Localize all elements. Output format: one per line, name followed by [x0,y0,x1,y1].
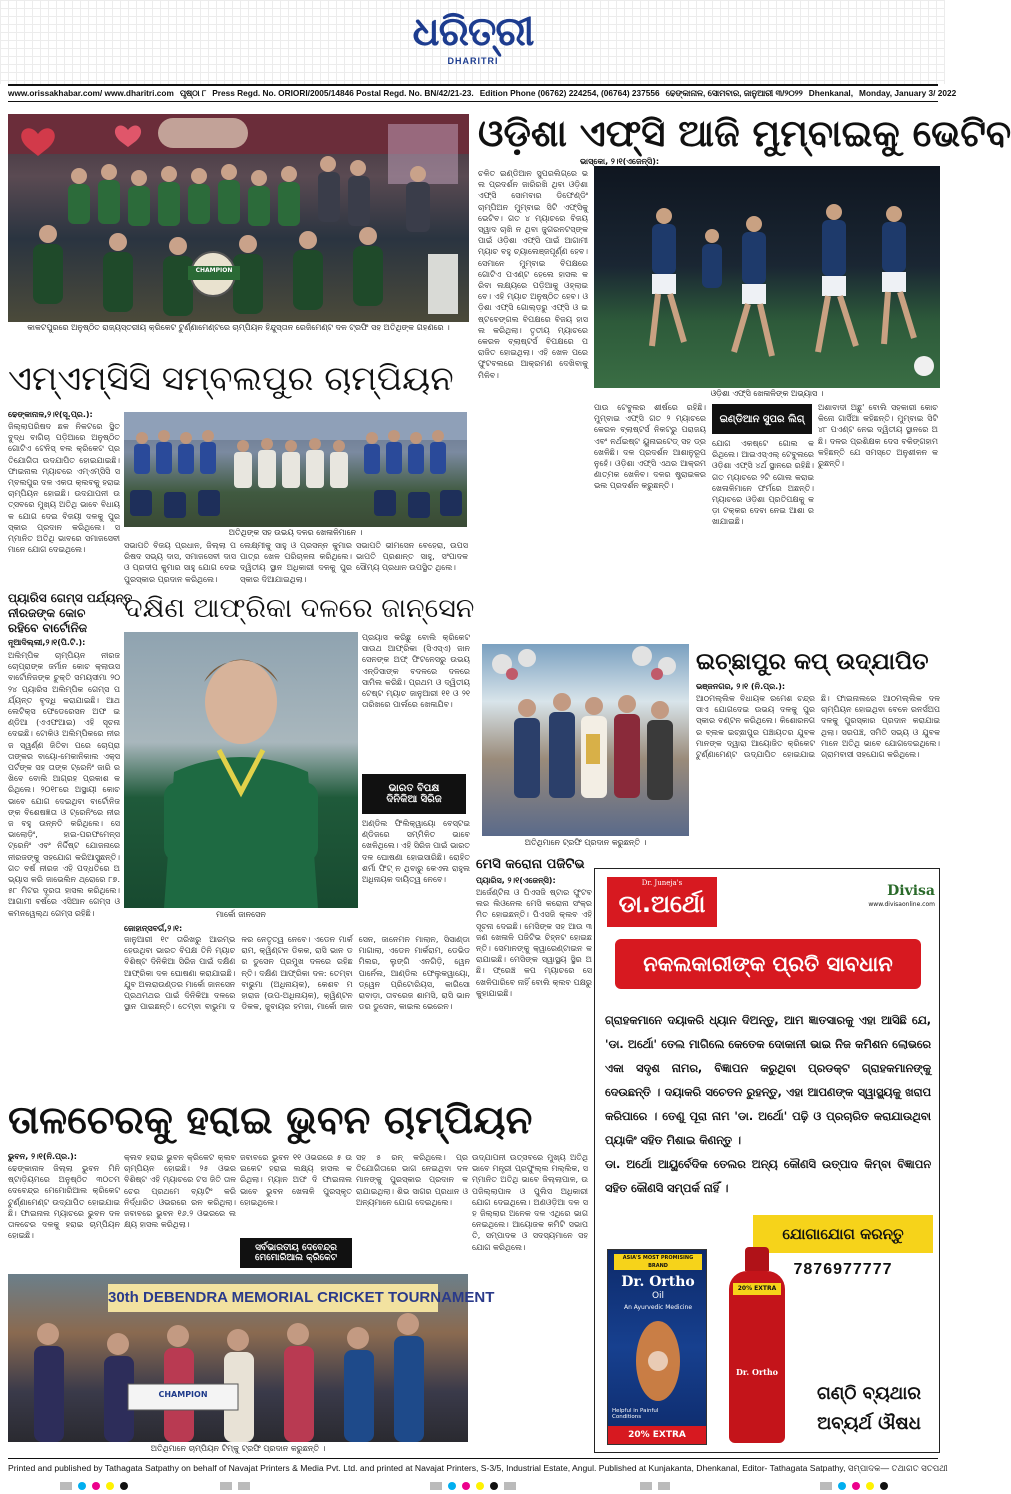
dateline-jansen: ଜୋହାନ୍ସବର୍ଗ,୨।୧: [124,924,183,933]
headline-jansen[interactable]: ଦକ୍ଷିଣ ଆଫ୍ରିକା ଦଳରେ ଜାନ୍‌ସେନ [124,593,475,624]
article-column-odisha-fc-b: ଯୋଗ ଏକଷ୍ଟେ ଗୋଲ କରିଥିଲେ। ଆଇଏସ୍‌ଏଲ୍ ଟେବୁଲରେ ଓଡ଼ିଶା ଏଫ୍‌ସି ୪ର୍ଥ ସ୍ଥାନରେ ରହିଛି। ଗତ ମ୍ୟାଚରେ ୨ଟି ଗୋଲ କରାଇ ଖେଳାଳିମାନେ ଫର୍ମରେ ଅଛନ୍ତି। ମ୍ୟାଚରେ ଓଡ଼ିଶା ପ୍ରତିପକ୍ଷକୁ କଡ଼ା ଟକ୍କର ଦେବା ନେଇ ଆଶା ରଖାଯାଇଛି। [712,439,814,527]
article-body-jansen: ଜାନୁଆରୀ ୧୯ ତାରିଖରୁ ଆରମ୍ଭ ହେଉଥିବା ଭାରତ ବିପକ୍ଷ ତିନି ମ୍ୟାଚ ବିଶିଷ୍ଟ ଦିନିକିଆ ସିରିଜ ପାଇଁ ଦକ୍ଷିଣ ଆଫ୍ରିକା ଦଳ ଘୋଷଣା କରାଯାଇଛି। ଯୁବ ଅଲରାଉଣ୍ଡର ମାର୍କୋ ଜାନସେନ ପ୍ରଥମଥର ପାଇଁ ଦିନିକିଆ ଦଳରେ ସ୍ଥାନ ପାଇଛନ୍ତି। ତେମ୍ବା ବାଭୁମା ଦଳର ନେତୃତ୍ୱ ନେବେ। ଏଡେନ ମାର୍କରାମ, କ୍ୱିଣ୍ଟନ ଡିକକ, ରାସି ଭାନ ଡର ଡୁସେନ ପ୍ରମୁଖ ଦଳରେ ରହିଛନ୍ତି। ଦକ୍ଷିଣ ଆଫ୍ରିକା ଦଳ: ତେମ୍ବା ବାଭୁମା (ଅଧିନାୟକ), କେଶବ ମହାରାଜ (ଉପ-ଅଧିନାୟକ), କ୍ୱିଣ୍ଟନ ଡିକକ, ଜୁବାୟର ହମଜା, ମାର୍କୋ ଜାନସେନ, ଜାନେମନ ମାଲାନ, ସିସାଣ୍ଡା ମାଗାଲା, ଏଡେନ ମାର୍କରାମ, ଡେଭିଡ ମିଲର, ଲୁଙ୍ଗି ଏନଗିଡ଼ି, ୱେନ ପାର୍ନେଲ, ଆଣ୍ଡିଲ ଫେଲୁକୱାୟୋ, ଡ୍ୱେନ ପ୍ରିଟୋରିୟସ, କାଗିସୋ ରାବାଡ଼ା, ତାବରେଜ ଶାମସି, ରାସି ଭାନ ଡର ଡୁସେନ, କାଇଲ ଭେରେନ। [124,935,470,1012]
ad-body-2: ଡା. ଅର୍ଥୋ ଆୟୁର୍ବେଦିକ ତେଲର ଅନ୍ୟ କୌଣସି ଉତ୍ପାଦ କିମ୍ବା ବିଜ୍ଞାପନ ସହିତ କୌଣସି ସମ୍ପର୍କ ନାହିଁ । [605,1158,931,1195]
headline-neeraj-coach-1[interactable]: ପ୍ୟାରିସ ଗେମ୍ସ ପର୍ଯ୍ୟନ୍ତ [8,591,133,605]
ad-brand-name: ଡା.ଅର୍ଥୋ [618,890,706,918]
registration-marks-center [430,1481,516,1490]
headline-odisha-fc[interactable]: ଓଡ଼ିଶା ଏଫ୍‌ସି ଆଜି ମୁମ୍ବାଇକୁ ଭେଟିବ [478,112,1011,155]
footer-imprint: Printed and published by Tathagata Satpathy on behalf of Navajat Printers & Media Pvt. Ltd. and printed at Navajat Printers, S-3/5, Industrial Estate, Angul. Published at Kunjakanta, Dhenkanal, Editor- Tathagata Satpathy, ସମ୍ପାଦକ— ତଥାଗତ ସତପଥୀ [8,1463,948,1473]
english-date: Monday, January 3/ 2022 [859,88,957,98]
article-body-odisha-fc: ଚଳିତ ଇଣ୍ଡିଆନ ସୁପରଲିଗ୍‌ରେ ଭଲ ପ୍ରଦର୍ଶନ ଜାରିରଖି ଥିବା ଓଡ଼ିଶା ଏଫ୍‌ସି ସୋମବାର ଡିଫେଣ୍ଡିଂ ଚାମ୍ପିଅନ ମୁମ୍ବାଇ ସିଟି ଏଫ୍‌ସିକୁ ଭେଟିବ। ଗତ ୪ ମ୍ୟାଚରେ ବିଜୟ ସ୍ୱାଦ ଚାଖି ନ ଥିବା ଜୁଗରନଟସ୍‌ଙ୍କ ପାଇଁ ଓଡ଼ିଶା ଏଫ୍‌ସି ପାଇଁ ଆଗାମୀ ମ୍ୟାଚ ବହୁ ଚ୍ୟାଲେଞ୍ଜପୂର୍ଣ୍ଣ ହେବ। ସେମାନେ ମୁମ୍ବାଇ ବିପକ୍ଷରେ ଗୋଟିଏ ପଏଣ୍ଟ ହେଲେ ହାସଲ କରିବା ଲକ୍ଷ୍ୟରେ ପଡ଼ିଆକୁ ଓହ୍ଲାଇବେ। ଏହି ମ୍ୟାଚ ଅନୁଷ୍ଠିତ ହେବ। ଓଡ଼ିଶା ଏଫ୍‌ସି ଗୋଲ୍ଡ଼ରୁ ଏଫ୍‌ସି ଓ ଇଷ୍ଟବେଙ୍ଗଲ ବିପକ୍ଷରେ ବିଜୟ ହାସଲ କରିଥିଲା। ତୃତୀୟ ମ୍ୟାଚରେ କେରଳ ବ୍ଲାଷ୍ଟର୍ସ ବିପକ୍ଷରେ ପରାଜିତ ହୋଇଥିଲା। ଏହି ଖେଳ ପରେ ଫୁଟବଲରେ ଆକ୍ରମଣ ଦେଖିବାକୁ ମିଳିବ। [478,169,588,380]
press-registration: Press Regd. No. ORIORI/2005/14846 Postal Regd. No. BN/42/21-23. [212,88,474,98]
headline-bhuban-champion[interactable]: ତାଳଚେରକୁ ହରାଇ ଭୁବନ ଚାମ୍ପିୟନ [8,1098,533,1143]
page-number: ପୃଷ୍ଠା ୮ [179,87,207,98]
odisha-fc-practice-photo [594,166,940,388]
trophy-ceremony-illustration [482,644,689,836]
dateline-mmcc: ଢେଙ୍କାନାଳ,୨।୧(ସୂ.ପ୍ର.): [8,410,93,419]
bottle-cap [745,1247,769,1271]
ad-warning-text: ନକଲକାରୀଙ୍କ ପ୍ରତି ସାବଧାନ [643,951,893,976]
product-box-oil: Oil [651,1291,665,1301]
article-column-odisha-fc-a: ପାଉ ଟେବୁଲର ଶୀର୍ଷରେ ରହିଛି। ମୁମ୍ବାଇ ଏଫ୍‌ସି ଗତ ୨ ମ୍ୟାଚରେ କେରଳ ବ୍ଲାଷ୍ଟର୍ସ ନିକଟରୁ ପରାଜୟ ଏବଂ ନର୍ଥଇଷ୍ଟ ୟୁନାଇଟେଡ୍ ସହ ଡ୍ର ଖେଳିଛି। ଦଳ ପ୍ରଦର୍ଶନ ଆଶାନୁରୂପ ନୁହେଁ। ଓଡ଼ିଶା ଏଫ୍‌ସି ଏଥର ଆକ୍ରମଣାତ୍ମକ ଖେଳିବ। ଦଳର ଷ୍ଟ୍ରାଇକର ଭଲ ପ୍ରଦର୍ଶନ କରୁଛନ୍ତି। [594,403,706,491]
cricketer-illustration [124,632,358,908]
dateline-messi: ପ୍ୟାରିସ, ୨।୧(ଏଜେନ୍ସି): [476,876,556,885]
article-column-bhuban-a: କ୍ଲବ ହରାଇ ଭୁବନ କ୍ରିକେଟ କ୍ଲବ ଚାମ୍ପିୟନ ହୋଇଛି। ୨୫ ଓଭରବିଶିଷ୍ଟ ଏହି ମ୍ୟାଚରେ ଟସ ଜିତି ତାଳଚେର ପ୍ରଥମେ ବ୍ୟାଟିଂ କରି ନିର୍ଦ୍ଧାରିତ ଓଭରରେ ରନ କରିଥିଲା। ଜବାବରେ ଭୁବନ ୧୬.୨ ଓଭରରେ ଲକ୍ଷ୍ୟ ହାସଲ କରିଥିଲା। [124,1153,236,1230]
product-box-top-badge: ASIA'S MOST PROMISING BRAND [614,1254,702,1270]
trophy-text: CHAMPION [195,267,233,274]
cheque-text: CHAMPION [158,1390,208,1399]
city: Dhenkanal, [808,88,854,98]
odia-date: ଢେଙ୍କାନାଳ, ସୋମବାର, ଜାନୁଆରୀ ୩/୨୦୨୨ [665,87,803,98]
article-column-bhuban-d: ଉଦ୍ଯାପନୀ ଉତ୍ସବରେ ମୁଖ୍ୟ ଅତିଥି ଭାବେ ମନ୍ତ୍ରୀ ପ୍ରଫୁଲ୍ଲ ମଲ୍ଲିକ, ସମ୍ମାନିତ ଅତିଥି ଭାବେ ଜିଲ୍ଲାପାଳ, ଉପଜିଲ୍ଲାପାଳ ଓ ପୁଲିସ ଅଧିକାରୀ ଯୋଗ ଦେଇଥିଲେ। ଅଣଓଡ଼ିଆ ଦଳ ସହ ଜିଲ୍ଲାର ଅନେକ ଦଳ ଏଥିରେ ଭାଗ ନେଇଥିଲେ। ଆୟୋଜକ କମିଟି ସଭାପତି, ସମ୍ପାଦକ ଓ ସଦସ୍ୟମାନେ ସହଯୋଗ କରିଥିଲେ। [472,1153,588,1252]
product-box-name: Dr. Ortho [621,1274,695,1290]
article-column-mmcc-b: ଲେକ୍ଷ୍ମୀକୁ ସାହୁ ଓ ପ୍ରସନ୍ନ କୁମାର ପାତ୍ର ଖେଳ ପରିଚାଳନା କରିଥିଲେ। ଦ୍ୱିତୀୟ ସ୍ଥାନ ଅଧିକାରୀ ଦଳକୁ ପୁରସ୍କାର ଦିଆଯାଇଥିଲା। [240,541,352,584]
subhead-isl-text: ଇଣ୍ଡିଆନ ସୁପର ଲିଗ୍ [719,413,805,425]
photo-caption-jansen: ମାର୍କୋ ଜାନସେନ [216,910,266,919]
subhead-india-series-1: ଭାରତ ବିପକ୍ଷ [388,783,440,794]
photo-caption-odisha-fc: ଓଡ଼ିଶା ଏଫ୍‌ସି ଖେଳାଳିଙ୍କ ଅଭ୍ୟାସ । [710,389,824,398]
bottle-name: Dr. Ortho [735,1367,779,1377]
football-practice-illustration [594,166,940,388]
debendra-memorial-photo [8,1274,495,1442]
dateline-neeraj: ନୂଆଦିଲ୍ଲୀ,୨।୧(ପି.ଟି.): [8,638,86,647]
ad-body: ଗ୍ରାହକମାନେ ଦୟାକରି ଧ୍ୟାନ ଦିଅନ୍ତୁ, ଆମ ଜ୍ଞାତସାରକୁ ଏହା ଆସିଛି ଯେ, 'ଡା. ଅର୍ଥୋ' ତେଲ ମାଗିଲେ କେତେକ ଦୋକାନୀ ଭାଇ ନିଜ କମିଶନ ଲୋଭରେ ଏକା ସଦୃଶ ନାମର, ବିଜ୍ଞାପନ କରୁଥିବା ପ୍ରଡକ୍ଟ ଗ୍ରାହକମାନଙ୍କୁ ଦେଉଛନ୍ତି । ଦୟାକରି ସଚେତନ ରୁହନ୍ତୁ, ଏହା ଆପଣଙ୍କ ସ୍ୱାସ୍ଥ୍ୟକୁ ଖରାପ କରିପାରେ । ତେଣୁ ପୂରା ନାମ 'ଡା. ଅର୍ଥୋ' ପଢ଼ି ଓ ପ୍ରଚାରିତ କରାଯାଉଥିବା ପ୍ୟାକିଂ ସହିତ ମିଶାଇ କିଣନ୍ତୁ । [605,1014,931,1147]
bottle-body [729,1271,785,1443]
dateline-bhuban: ଭୁବନ, ୨।୧(ନି.ପ୍ର.): [8,1152,77,1161]
headline-neeraj-coach-2[interactable]: ନୀରଜଙ୍କ କୋଚ [8,606,86,620]
mmcc-team-photo [124,412,467,527]
subhead-india-series-2: ଦିନିକିଆ ସିରିଜ [386,794,442,805]
photo-caption-bhuban: ଅତିଥିମାନେ ଚାମ୍ପିୟନ ଟିମ୍‌କୁ ଟ୍ରଫି ପ୍ରଦାନ କରୁଛନ୍ତି । [150,1444,326,1453]
article-column-bhuban-c: ସହ ୫ ରନ୍ କରିଥିଲେ। ପ୍ରତିଯୋଗିତାରେ ଭାଗ ନେଇଥିବା ଦଳମାନଙ୍କୁ ପୁରସ୍କାର ପ୍ରଦାନ କରାଯାଇଥିଲା। ଶିଭ ସାଗର ପ୍ରଧାନ ଓ ଅନ୍ୟମାନେ ଯୋଗ ଦେଇଥିଲେ। [356,1153,468,1207]
ad-contact-label: ଯୋଗାଯୋଗ କରନ୍ତୁ [782,1225,904,1243]
cricket-team-illustration [8,114,469,322]
product-box-extra: 20% EXTRA [608,1426,706,1444]
article-column-odisha-fc-c: ଅଶାବାଦୀ ଅଛୁ' ବୋଲି ସହକାରୀ କୋଚ କିନୋ ଗାର୍ସିଆ କହିଛନ୍ତି। ମୁମ୍ବାଇ ସିଟି ୪୮ ପଏଣ୍ଟ ନେଇ ଦ୍ୱିତୀୟ ସ୍ଥାନରେ ଅଛି। ଦଳର ପ୍ରଶିକ୍ଷକ ଦେସ ବକିଙ୍ଗହାମ କହିଛନ୍ତି ଯେ ସମସ୍ତେ ଅନୁଶୀଳନ କରୁଛନ୍ତି। [818,403,938,469]
article-body-jansen-right: ପ୍ରୟାସ କରିଛୁ ବୋଲି କ୍ରିକେଟ ସାଉଥ ଆଫ୍ରିକା (ସିଏସ୍‌ଏ) ଜାନସେନଙ୍କ ଅଫ୍ ଫିଟନେସରୁ ଉଭୟ ଏନ୍‌ଡିସାଙ୍କ ବଦଳରେ ଦଳରେ ସାମିଲ କରିଛି। ପ୍ରଥମ ଓ ଦ୍ୱିତୀୟ ଟେଷ୍ଟ ମ୍ୟାଚ ଜାନୁଆରୀ ୧୧ ଓ ୨୧ ତାରିଖରେ ପାର୍ଲରେ ଖେଳାଯିବ। [362,633,470,710]
dateline-odisha-fc: ଭାସ୍କୋ, ୨।୧(ଏଜେନ୍ସି): [580,157,660,166]
article-column-bhuban-b: ଜବାବରେ ଭୁବନ ୧୧ ଓଭରରେ ୫ ଉଇକେଟ ହରାଇ ଲକ୍ଷ୍ୟ ହାସଲ କରିଥିଲା। ମ୍ୟାନ ଅଫ ଦି ଫାଇନାଲ ଭାବେ ଭୁବନ ଖେଳାଳି ପୁରସ୍କୃତ ହୋଇଥିଲେ। [240,1153,352,1207]
product-bottle [719,1247,795,1443]
ichhapur-cup-photo [482,644,689,836]
dateline-ichhapur: ଭଞ୍ଜନଗର, ୨।୧ (ନି.ପ୍ର.): [696,682,786,691]
article-body-mmcc: ଜିଲ୍ଲାପରିଷଦ ଛକ ନିକଟରେ ସ୍ଥିତ ବୁଦ୍ଧ ବାଗିଚା ପଡ଼ିଆରେ ଅନୁଷ୍ଠିତ ଗୋଟିଏ ଟେନିସ୍ ବଲ କ୍ରିକେଟ ପ୍ରତିଯୋଗିତା ଉଦଯାପିତ ହୋଇଯାଇଛି। ଫାଇନାଲ ମ୍ୟାଚରେ ଏମ୍‌ଏମ୍‌ସିସି ସମ୍ବଲପୁର ଦଳ ଏକତା କ୍ଲବକୁ ହରାଇ ଚାମ୍ପିୟନ ହୋଇଛି। ଉଦଯାପନୀ ଉତ୍ସବରେ ମୁଖ୍ୟ ଅତିଥି ଭାବେ ବିଧାୟକ ଯୋଗ ଦେଇ ବିଜୟୀ ଦଳକୁ ପୁରସ୍କାର ପ୍ରଦାନ କରିଥିଲେ। ସମ୍ମାନିତ ଅତିଥି ଭାବରେ ସମାଜସେବୀ ମାନେ ଯୋଗ ଦେଇଥିଲେ। [8,422,120,555]
logo-subtext: DHARITRI [447,56,499,66]
article-body-neeraj: ଅଲିମ୍ପିକ ଚାମ୍ପିୟନ ନୀରଜ ଚୋପ୍ରାଙ୍କ ଜର୍ମାନ କୋଚ କ୍ଲାଉସ ବାର୍ଟୋନିଜଙ୍କ ଚୁକ୍ତି ସମୟସୀମା ୨୦୨୪ ପ୍ୟାରିସ ଅଲିମ୍ପିକ ଗେମ୍ସ ପର୍ଯ୍ୟନ୍ତ ବୃଦ୍ଧି କରାଯାଇଛି। ଆଥଲେଟିକ୍ସ ଫେଡେରେସନ ଅଫ ଇଣ୍ଡିଆ (ଏଏଫଆଇ) ଏହି ସୂଚନା ଦେଇଛି। ଟୋକିଓ ଅଲିମ୍ପିକରେ ନୀରଜ ସ୍ୱର୍ଣ୍ଣ ଜିତିବା ପରେ ଚୋପ୍ରା ତାଙ୍କର ବାୟୋ-ମେକାନିକାଲ ଏକ୍ସପର୍ଟଙ୍କ ସହ ତାଙ୍କ ଟ୍ରେନିଂ ଜାରି ରଖିବେ ବୋଲି ଆଗ୍ରହ ପ୍ରକାଶ କରିଥିଲେ। ୨୦୧୮ରେ ଅସ୍ଥାୟୀ କୋଚ ଭାବେ ଯୋଗ ଦେଇଥିବା ବାର୍ଟୋନିଜଙ୍କ ବିଶେଷଜ୍ଞତା ଓ ଟ୍ରେନିଂରେ ନୀରଜ ବହୁ ଉନ୍ନତି କରିଥିଲେ। ସେ ଭାଲୋଡ଼ିଂ, ହାଇ-ପରଫମେନ୍ସ ଟ୍ରେନିଂ ଏବଂ ନିର୍ଦ୍ଦିଷ୍ଟ ଯୋଜନାରେ ନୀରଜଙ୍କୁ ସହଯୋଗ କରିଆସୁଛନ୍ତି। ଗତ ବର୍ଷ ନୀରଜ ଏହି ପଦ୍ଧତିରେ ଅଭ୍ୟାସ କରି ଜାଭେଲିନ ଥ୍ରୋରେ ୮୭.୫୮ ମିଟର ଦୂରତା ହାସଲ କରିଥିଲେ। ଆଗାମୀ ବର୍ଷରେ ଏସିଆନ ଗେମ୍ସ ଓ କମନୱେଲ୍‌ଥ ଗେମ୍ସ ରହିଛି। [8,651,120,918]
registration-marks-mid-right [640,1481,670,1490]
headline-neeraj-coach-3[interactable]: ରହିବେ ବାର୍ଟୋନିଜ [8,621,88,635]
product-box [607,1249,707,1445]
subhead-isl [712,404,812,434]
dr-ortho-advertisement[interactable] [594,868,940,1453]
info-bar [8,86,957,100]
edition-phone: Edition Phone (06762) 224254, (06764) 237556 [479,88,660,98]
headline-ichhapur-cup[interactable]: ଇଚ୍ଛାପୁର କପ୍ ଉଦ୍ଯାପିତ [696,649,929,675]
knee-joint-icon [628,1316,688,1406]
subhead-debendra-2: ମେମୋରିଆଲ କ୍ରିକେଟ [255,1253,337,1263]
photo-caption-mmcc: ଅତିଥିଙ୍କ ସହ ଉଭୟ ଦଳର ଖେଳାଳିମାନେ । [228,528,363,537]
photo-caption-team: କାକଟପୁରରେ ଅନୁଷ୍ଠିତ ରାଜ୍ୟସ୍ତରୀୟ କ୍ରିକେଟ ଟୁର୍ଣ୍ଣାମେଣ୍ଟରେ ଚାମ୍ପିୟନ ହିନ୍ଦୁସ୍ତାନ ରେଜିମେଣ୍ଟ ଦଳ ଟ୍ରଫି ସହ ଅତିଥିଙ୍କ ଗହଣରେ । [27,323,450,332]
registration-marks-left [60,1481,128,1490]
ad-brand-small: Dr. Juneja's [641,879,683,887]
ad-tagline-1: ଗଣ୍ଠି ବ୍ୟଥାର [816,1383,922,1404]
headline-messi[interactable]: ମେସି କରୋନା ପଜିଟିଭ [476,857,585,872]
subhead-debendra-memorial [240,1238,352,1268]
article-column-mmcc-c: ସଭାପତି ଭୀମସେନ ବେହେରା, ଉପସଭାପତି ପ୍ରଶାନ୍ତ ସାହୁ, ସଂପାଦକ ସୌମ୍ୟ ପ୍ରଧାନ ଉପସ୍ଥିତ ଥିଲେ। [356,541,468,573]
bottle-extra: 20% EXTRA [733,1283,781,1295]
ad-phone-number[interactable]: 7876977777 [793,1261,893,1278]
cricket-team-photo [8,114,469,322]
article-column-mmcc-a: ସଭାପତି ବିଜୟ ପ୍ରଧାନ, ଜିଲ୍ଲା ପରିଷଦ ସଭ୍ୟ ଦାସ, ସମାଜସେବୀ ଦାସ ଓ ପ୍ରଦୀପ କୁମାର ସାହୁ ଯୋଗ ଦେଇ ପୁରସ୍କାର ପ୍ରଦାନ କରିଥିଲେ। [124,541,236,584]
ad-brand-box [607,877,717,927]
divisa-logo: Divisa [887,883,935,899]
footer-rule [8,1458,938,1459]
newspaper-logo[interactable] [378,8,568,72]
article-body-messi: ଅର୍ଜେଣ୍ଟିନା ଓ ପିଏସଜି ଷ୍ଟାର ଫୁଟବଲର ଲିଓନେଲ ମେସି କରୋନା ସଂକ୍ରମିତ ହୋଇଛନ୍ତି। ପିଏସଜି କ୍ଲବ ଏହି ସୂଚନା ଦେଇଛି। ମେସିଙ୍କ ସହ ଆଉ ୩ ଜଣ ଖେଳାଳି ପଜିଟିଭ ଚିହ୍ନଟ ହୋଇଛନ୍ତି। ସେମାନଙ୍କୁ କ୍ୱାରେଣ୍ଟାଇନ କରାଯାଇଛି। ମେସିଙ୍କ ସ୍ୱାସ୍ଥ୍ୟ ସ୍ଥିର ଅଛି। ଫ୍ରେଞ୍ଚ କପ ମ୍ୟାଚରେ ସେ ଖେଳିପାରିବେ ନାହିଁ ବୋଲି କ୍ଲବ ପକ୍ଷରୁ କୁହାଯାଇଛି। [476,888,592,998]
jansen-photo [124,632,358,908]
website-links[interactable]: www.orissakhabar.com/ www.dharitri.com [8,88,174,98]
subhead-india-series [362,774,466,814]
registration-marks-mid-left [220,1481,250,1490]
product-box-tag: Helpful in Painful Conditions [612,1408,659,1420]
headline-mmcc-sambalpur[interactable]: ଏମ୍‌ଏମ୍‌ସିସି ସମ୍ବଲପୁର ଚାମ୍ପିୟନ [8,359,454,399]
divisa-url: www.divisaonline.com [868,901,935,908]
ad-tagline-2: ଅବ୍ୟର୍ଥ ଔଷଧ [817,1413,921,1434]
mmcc-team-illustration [124,412,467,527]
article-body-ichhapur: ଆଠମଲ୍ଲିକ ବିଧାୟକ ରମେଶ ଚନ୍ଦ୍ର ସାଏ ଯୋଗଦେଇ ଉଭୟ ଦଳକୁ ପୁରସ୍କାର ବଣ୍ଟନ କରିଥିଲେ। କିଶୋରନଗର ବ୍ଲକ ଇଚ୍ଛାପୁର ପଞ୍ଚାୟତର ଯୁବକମାନଙ୍କ ଦ୍ୱାରା ଆୟୋଜିତ କ୍ରିକେଟ ଟୁର୍ଣ୍ଣାମେଣ୍ଟ ଉଦ୍ଯାପିତ ହୋଇଯାଇଛି। ଫାଇନାଲରେ ଆଠମଲ୍ଲିକ ଦଳ ଚାମ୍ପିୟନ ହୋଇଥିବା ବେଳେ ରନର୍ସଅପ ଦଳକୁ ପୁରସ୍କାର ପ୍ରଦାନ କରାଯାଇଥିଲା। ସରପଞ୍ଚ, ସମିତି ସଭ୍ୟ ଓ ଯୁବକମାନେ ଅତିଥି ଭାବେ ଯୋଗଦେଇଥିଲେ। ଗ୍ରାମବାସୀ ସହଯୋଗ କରିଥିଲେ। [696,694,940,760]
info-bottom-rule [8,101,938,102]
tournament-banner: 30th DEBENDRA MEMORIAL CRICKET TOURNAMENT [108,1284,438,1312]
article-body-jansen-right-2: ଅଣ୍ଡିଲ ଫିଲିକ୍ୱାୟୋ ବେସ୍ଟଇଣ୍ଡିଜରେ ସମ୍ମିଳିତ ଭାବେ ଖେଳିଥିଲେ। ଏହି ସିରିଜ ପାଇଁ ଭାରତ ଦଳ ଘୋଷଣା ହୋଇସାରିଛି। ରୋହିତ ଶର୍ମା ଫିଟ୍ ନ ଥିବାରୁ କେଏଲ ରାହୁଲ ଅଧିନାୟକ ଦାୟିତ୍ୱ ନେବେ। [362,819,470,885]
product-box-sub: An Ayurvedic Medicine [623,1304,693,1311]
subhead-debendra-1: ସର୍ବଭାରତୀୟ ଦେବେନ୍ଦ୍ର [255,1243,337,1253]
article-body-bhuban: ଢେଙ୍କାନାଳ ଜିଲ୍ଲା ଭୁବନ ମିନି ଷ୍ଟାଡ଼ିୟମରେ ଅନୁଷ୍ଠିତ ୩୦ତମ ଦେବେନ୍ଦ୍ର ମେମୋରିଆଲ କ୍ରିକେଟ ଟୁର୍ଣ୍ଣାମେଣ୍ଟ ଉଦ୍ଯାପିତ ହୋଇଯାଇଛି। ଫାଇନାଲ ମ୍ୟାଚରେ ଭୁବନ ଦଳ ତାଳଚେର ଦଳକୁ ହରାଇ ଚାମ୍ପିୟନ ହୋଇଛି। [8,1164,120,1241]
photo-caption-ichhapur: ଅତିଥିମାନେ ଟ୍ରଫି ପ୍ରଦାନ କରୁଛନ୍ତି । [524,838,647,847]
registration-marks-right [820,1481,888,1490]
ad-tagline [803,1379,935,1447]
ad-warning-banner [615,939,921,989]
logo-text: ଧରିତ୍ରୀ [412,9,534,55]
